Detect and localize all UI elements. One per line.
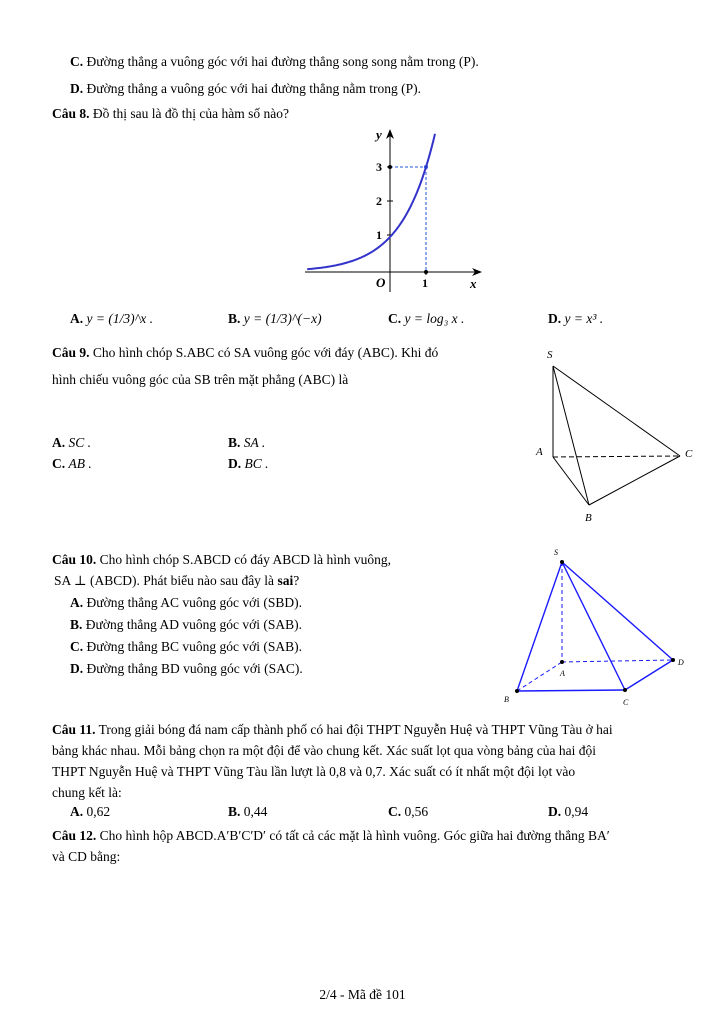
edge-sd [562,562,673,660]
question-text: Cho hình chóp S.ABC có SA vuông góc với đáy (ABC). Khi đó [92,345,439,360]
option-label: D. [70,661,84,676]
page-footer: 2/4 - Mã đề 101 [319,987,406,1002]
option-text: 0,94 [564,804,589,819]
vertex-label-d: D [678,658,684,667]
option-text: y = x³ . [564,311,604,326]
q11-option-a [70,804,110,820]
question-text: SA ⊥ (ABCD). Phát biểu nào sau đây là [54,573,275,588]
q8-option-d [548,311,603,327]
question-text: Đồ thị sau là đồ thị của hàm số nào? [92,106,289,121]
option-text: SA . [243,435,266,450]
q10-option-b [70,617,302,633]
edge-ab [553,457,589,505]
point-1-0 [424,270,428,274]
question-9-line2: hình chiếu vuông góc của SB trên mặt phẳng (ABC) là [52,372,349,387]
vertex-label-a: A [536,446,543,458]
y-tick-label-3: 3 [376,160,382,174]
question-label: Câu 11. [52,722,96,737]
question-text: Cho hình hộp ABCD.A′B′C′D′ có tất cả các mặt là hình vuông. Góc giữa hai đường thẳng BA′ [99,828,610,843]
option-label: C. [388,804,402,819]
option-label: B. [228,435,241,450]
question-9 [52,345,438,361]
option-label: A. [70,595,84,610]
option-text: y = log₃ x . [404,311,465,326]
question-text: Trong giải bóng đá nam cấp thành phố có hai đội THPT Nguyễn Huệ và THPT Vũng Tàu ở hai [98,722,613,737]
question-11-line2: bảng khác nhau. Mỗi bảng chọn ra một đội để vào chung kết. Xác suất lọt qua vòng bảng của hai đội [52,743,596,758]
question-10 [52,552,391,568]
option-text: SC . [68,435,92,450]
q8-option-c [388,311,464,327]
vertex-a [560,660,564,664]
vertex-label-b: B [585,512,592,524]
origin-label: O [376,275,386,290]
option-text: Đường thẳng AC vuông góc với (SBD). [86,595,302,610]
q9-option-d [228,456,269,472]
vertex-s [560,560,564,564]
question-8 [52,106,289,122]
y-tick-label-2: 2 [376,194,382,208]
edge-ac-hidden [553,456,680,457]
vertex-label-a: A [560,669,565,678]
option-label: D. [548,804,562,819]
option-label: B. [228,804,241,819]
question-12 [52,828,610,844]
option-label: C. [388,311,402,326]
pyramid-sabcd-figure [500,545,695,710]
q9-option-b [228,435,265,451]
question-10-line2 [54,573,299,589]
vertex-label-s: S [554,548,558,557]
q8-option-a [70,311,153,327]
y-axis-label: y [376,127,382,142]
edge-bc [517,690,625,691]
edge-bc [589,456,680,505]
option-label: A. [52,435,66,450]
q11-option-d [548,804,588,820]
y-tick-label-1: 1 [376,228,382,242]
question-punct: ? [293,573,300,588]
question-label: Câu 10. [52,552,97,567]
option-label: C. [70,639,84,654]
vertex-d [671,658,675,662]
edge-sb [553,366,589,505]
option-text: 0,56 [404,804,429,819]
option-text: AB . [68,456,92,471]
question-label: Câu 9. [52,345,90,360]
option-label: A. [70,311,84,326]
x-axis-label: x [470,276,477,291]
question-11-line3: THPT Nguyễn Huệ và THPT Vũng Tàu lần lượt là 0,8 và 0,7. Xác suất có ít nhất một đội lọt vào [52,764,576,779]
edge-sc [562,562,625,690]
q10-option-a [70,595,302,611]
option-text: y = (1/3)^(−x) [243,311,322,326]
option-label: A. [70,804,84,819]
q11-option-b [228,804,267,820]
option-text: Đường thẳng BD vuông góc với (SAC). [86,661,303,676]
vertex-label-c: C [685,448,693,460]
option-label: D. [548,311,562,326]
question-label: Câu 8. [52,106,90,121]
edge-ad-hidden [562,660,673,662]
option-text: y = (1/3)^x . [86,311,154,326]
q9-option-c [52,456,92,472]
q11-option-c [388,804,428,820]
option-text: 0,62 [86,804,111,819]
option-c-line [70,54,479,70]
option-label: C. [70,54,84,69]
vertex-label-b: B [504,695,509,704]
exponential-graph [300,125,490,295]
question-label: Câu 12. [52,828,97,843]
pyramid-sabc-figure [525,343,705,528]
option-label: D. [228,456,242,471]
point-0-3 [388,165,392,169]
option-text: Đường thẳng a vuông góc với hai đường thẳng song song nằm trong (P). [86,54,479,69]
q8-option-b [228,311,322,327]
question-11 [52,722,613,738]
vertex-b [515,689,519,693]
question-12-line2: và CD bằng: [52,849,121,864]
vertex-c [623,688,627,692]
option-label: D. [70,81,84,96]
edge-cd [625,660,673,690]
question-emphasis: sai [277,573,294,588]
edge-sc [553,366,680,456]
q10-option-c [70,639,302,655]
vertex-label-c: C [623,698,629,707]
q10-option-d [70,661,303,677]
question-text: Cho hình chóp S.ABCD có đáy ABCD là hình vuông, [99,552,392,567]
option-text: BC . [244,456,269,471]
vertex-label-s: S [547,349,553,361]
option-text: Đường thẳng AD vuông góc với (SAB). [85,617,302,632]
edge-ab-hidden [517,662,562,691]
option-label: B. [228,311,241,326]
option-text: 0,44 [243,804,268,819]
edge-sb [517,562,562,691]
x-tick-label-1: 1 [422,276,428,290]
q9-option-a [52,435,91,451]
option-label: C. [52,456,66,471]
option-d-line [70,81,421,97]
question-11-line4: chung kết là: [52,785,122,800]
option-text: Đường thẳng BC vuông góc với (SAB). [86,639,302,654]
option-label: B. [70,617,83,632]
option-text: Đường thẳng a vuông góc với hai đường thẳng nằm trong (P). [86,81,422,96]
curve-3-pow-x [307,134,435,269]
